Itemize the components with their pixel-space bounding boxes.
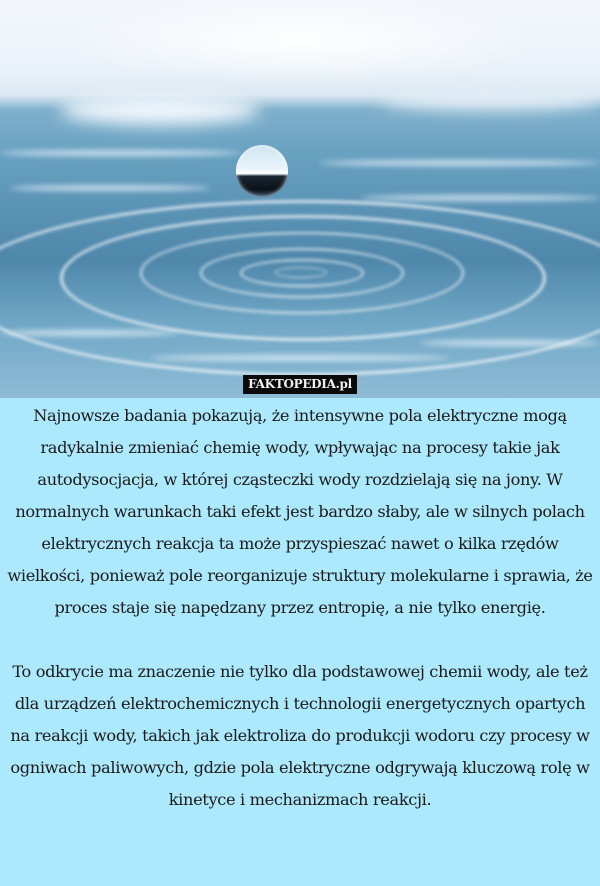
caption-paragraph-1: Najnowsze badania pokazują, że intensywne pola elektryczne mogą radykalnie zmieniać chemię wody, wpływając na procesy takie jak autodysocjacja, w której cząsteczki wody rozdzielają się na jony. W normalnych warunkach taki efekt jest bardzo słaby, ale w silnych polach elektrycznych reakcja ta może przyspieszać nawet o kilka rzędów wielkości, ponieważ pole reorganizuje struktury molekularne i sprawia, że proces staje się napędzany przez entropię, a nie tylko energię. — [7, 406, 593, 617]
ripple-streak — [0, 150, 240, 156]
sky-highlight — [380, 90, 600, 110]
ripple-streak — [320, 160, 600, 166]
water-droplet — [236, 145, 288, 197]
ripple-streak — [10, 185, 210, 191]
water-drop-photo — [0, 0, 600, 398]
caption-paragraph-2: To odkrycie ma znaczenie nie tylko dla podstawowej chemii wody, ale też dla urządzeń elektrochemicznych i technologii energetycznych opartych na reakcji wody, takich jak elektroliza do produkcji wodoru czy procesy w ogniwach paliwowych, gdzie pola elektryczne odgrywają kluczową rolę w kinetyce i mechanizmach reakcji. — [10, 662, 590, 809]
faktopedia-watermark: FAKTOPEDIA.pl — [243, 375, 357, 394]
ripple-ring — [275, 267, 327, 278]
ripple-streak — [360, 195, 600, 201]
caption-text — [0, 398, 600, 816]
sky-highlight — [60, 95, 260, 125]
